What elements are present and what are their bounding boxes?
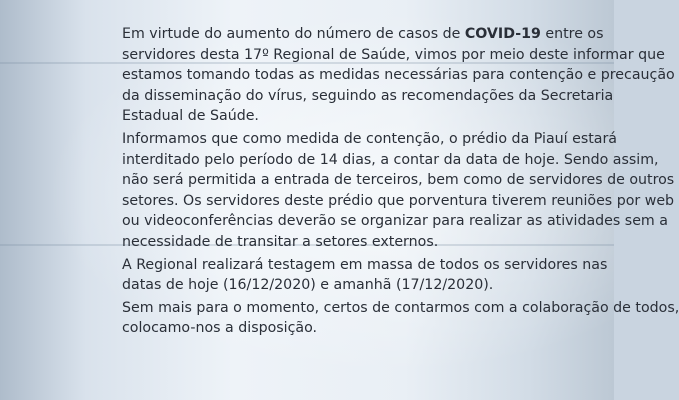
notice-letter [86,24,679,339]
text-line: interditado pelo período de 14 dias, a contar da data de hoje. Sendo assim, [122,151,659,168]
text-line: Estadual de Saúde. [122,108,259,125]
text-line-end: entre os [540,26,604,42]
covid-19-term: COVID-19 [464,26,541,42]
paragraph-containment [86,129,675,253]
text-line-start: Em virtude do aumento do número de casos de [122,26,465,42]
text-line: ou videoconferências deverão se organizar para realizar as atividades sem a [122,213,668,230]
text-line: setores. Os servidores deste prédio que porventura tiverem reuniões por web [122,192,675,209]
text-line [86,24,604,45]
paragraph-closing [86,298,679,339]
text-line: A Regional realizará testagem em massa de todos os servidores nas [122,256,608,273]
text-line: Informamos que como medida de contenção, o prédio da Piauí estará [122,130,617,147]
text-line: colocamo-nos a disposição. [122,320,318,337]
text-line: datas de hoje (16/12/2020) e amanhã (17/12/2020). [122,277,494,294]
text-line: da disseminação do vírus, seguindo as recomendações da Secretaria [122,87,614,104]
text-line: necessidade de transitar a setores externos. [122,233,439,250]
text-line: não será permitida a entrada de terceiros, bem como de servidores de outros [122,172,675,189]
text-line: estamos tomando todas as medidas necessárias para contenção e precaução [122,67,675,84]
text-line: servidores desta 17º Regional de Saúde, vimos por meio deste informar que [122,46,665,63]
text-line: Sem mais para o momento, certos de contarmos com a colaboração de todos, [122,299,679,316]
paragraph-testing [86,255,608,296]
paragraph-covid-notice [86,24,675,127]
